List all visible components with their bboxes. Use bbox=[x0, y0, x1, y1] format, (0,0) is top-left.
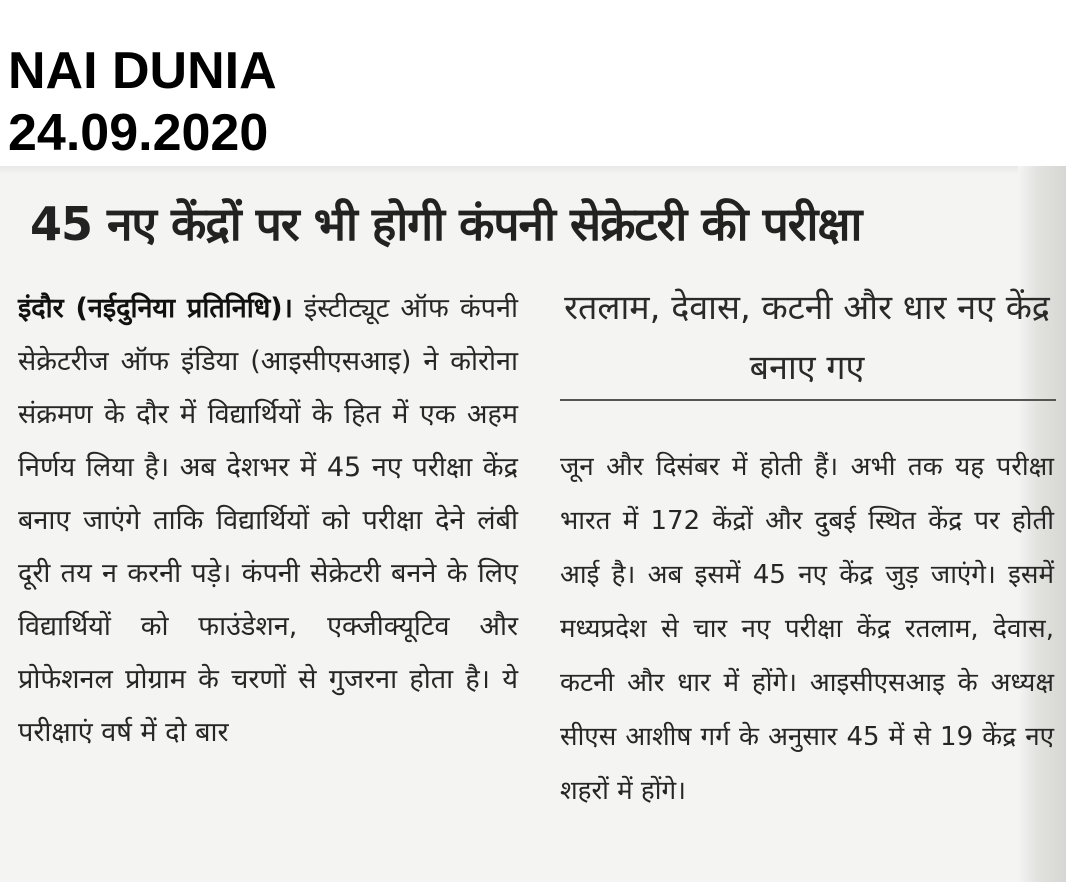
clipping-top-edge bbox=[0, 166, 1066, 174]
article-subhead: रतलाम, देवास, कटनी और धार नए केंद्र बनाए गए bbox=[564, 288, 1050, 388]
article-body-left: इंस्टीट्यूट ऑफ कंपनी सेक्रेटरीज ऑफ इंडिया (आइसीएसआइ) ने कोरोना संक्रमण के दौर में विद्यार्थियों के हित में एक अहम निर्णय लिया है। अब देशभर में 45 नए परीक्षा केंद्र बनाए जाएंगे ताकि विद्यार्थियों को परीक्षा देने लंबी दूरी तय न करनी पड़े। कंपनी सेक्रेटरी बनने के लिए विद्यार्थियों को फाउंडेशन, एक्जीक्यूटिव और प्रोफेशनल प्रोग्राम के चरणों से गुजरना होता है। ये परीक्षाएं वर्ष में दो बार bbox=[18, 293, 518, 748]
subhead-divider bbox=[560, 399, 1056, 401]
article-column-left bbox=[18, 282, 518, 759]
publication-name: NAI DUNIA bbox=[8, 42, 277, 100]
article-headline: 45 नए केंद्रों पर भी होगी कंपनी सेक्रेटरी की परीक्षा bbox=[30, 197, 862, 251]
article-column-right bbox=[560, 440, 1054, 818]
masthead bbox=[8, 40, 277, 164]
article-dateline: इंदौर (नईदुनिया प्रतिनिधि)। bbox=[18, 293, 293, 324]
publication-date: 24.09.2020 bbox=[8, 104, 269, 162]
article-body-right: जून और दिसंबर में होती हैं। अभी तक यह परीक्षा भारत में 172 केंद्रों और दुबई स्थित केंद्र पर होती आई है। अब इसमें 45 नए केंद्र जुड़ जाएंगे। इसमें मध्यप्रदेश से चार नए परीक्षा केंद्र रतलाम, देवास, कटनी और धार में होंगे। आइसीएसआइ के अध्यक्ष सीएस आशीष गर्ग के अनुसार 45 में से 19 केंद्र नए शहरों में होंगे। bbox=[560, 452, 1054, 806]
